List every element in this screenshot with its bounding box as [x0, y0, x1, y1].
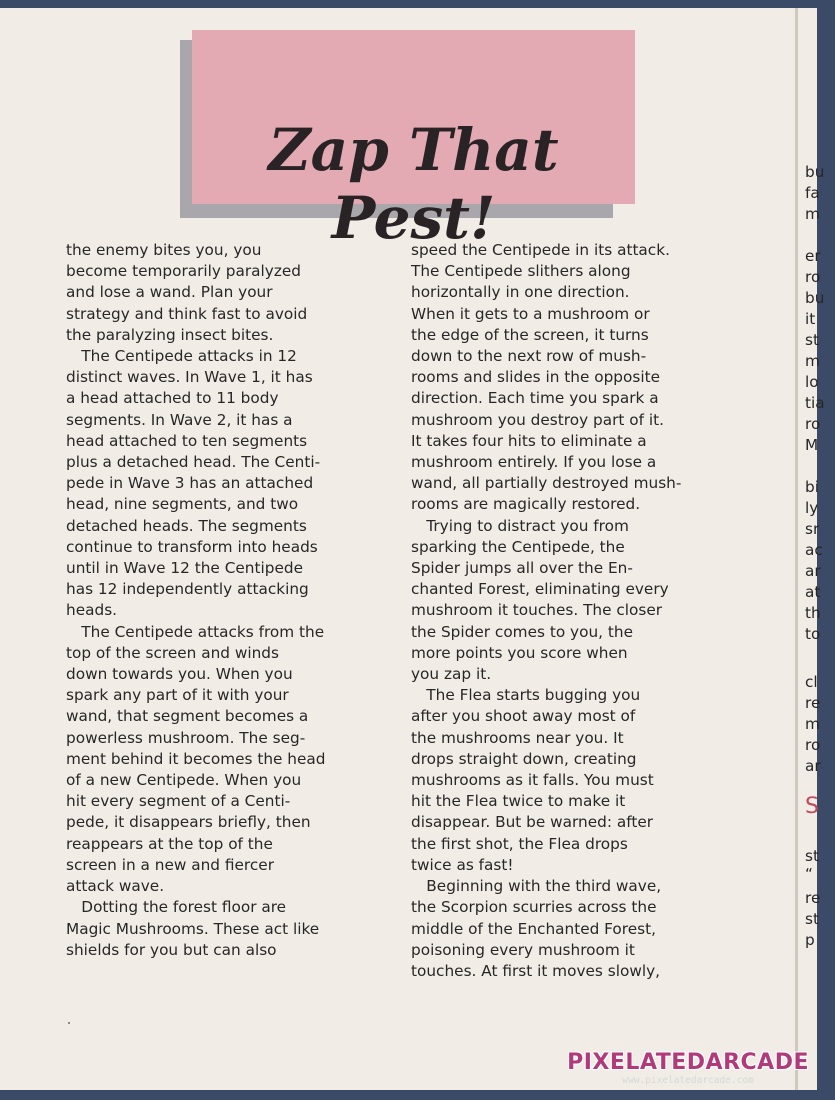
watermark-url: www.pixelatedarcade.com — [622, 1075, 754, 1086]
next-page-text-fragment: st — [805, 331, 819, 349]
next-page-text-fragment: tia — [805, 394, 825, 412]
next-page-text-fragment: m — [805, 352, 820, 370]
next-page-text-fragment: er — [805, 247, 821, 265]
next-page-text-fragment: st — [805, 847, 819, 865]
title-box — [192, 30, 635, 252]
paragraph: the enemy bites you, you become temporarily paralyzed and lose a wand. Plan your strategy and think fast to avoid the paralyzing insect bites. — [66, 241, 308, 344]
next-page-text-fragment: bu — [805, 163, 825, 181]
next-page-text-fragment: S — [805, 794, 819, 819]
next-page-text-fragment: at — [805, 583, 821, 601]
next-page-text-fragment: ro — [805, 736, 821, 754]
next-page-text-fragment: sr — [805, 520, 820, 538]
next-page-text-fragment: ar — [805, 562, 821, 580]
paragraph: The Flea starts bugging you after you shoot away most of the mushrooms near you. It drops straight down, creating mushrooms as it falls. You must hit the Flea twice to make it disappear. But be warned: after the first shot, the Flea drops twice as fast! — [411, 686, 654, 874]
next-page-text-fragment: lo — [805, 373, 819, 391]
paragraph: Dotting the forest floor are Magic Mushrooms. These act like shields for you but can also — [66, 898, 320, 959]
next-page-edge — [798, 8, 825, 1090]
paragraph: Trying to distract you from sparking the Centipede, the Spider jumps all over the En- chanted Forest, eliminating every mushroom it touches. The closer the Spider comes to you, the more points you score when you zap it. — [411, 516, 669, 684]
next-page-text-fragment: bi — [805, 478, 819, 496]
next-page-text-fragment: ro — [805, 415, 821, 433]
watermark-logo: PIXELATEDARCADE — [567, 1050, 809, 1075]
next-page-text-fragment: it — [805, 310, 816, 328]
next-page-text-fragment: “ — [805, 865, 813, 883]
watermark — [567, 1051, 809, 1086]
text-column-left — [66, 240, 366, 961]
next-page-text-fragment: th — [805, 604, 821, 622]
next-page-text-fragment: re — [805, 889, 821, 907]
next-page-text-fragment: p — [805, 931, 815, 949]
text-column-middle — [411, 240, 711, 982]
page-title: Zap That Pest! — [268, 116, 559, 252]
next-page-text-fragment: re — [805, 694, 821, 712]
next-page-text-fragment: fa — [805, 184, 820, 202]
next-page-text-fragment: M — [805, 436, 819, 454]
next-page-text-fragment: ar — [805, 757, 821, 775]
manual-page — [0, 8, 795, 1090]
paragraph: Beginning with the third wave, the Scorpion scurries across the middle of the Enchanted Forest, poisoning every mushroom it touches. At first it moves slowly, — [411, 877, 662, 980]
next-page-text-fragment: cl — [805, 673, 818, 691]
next-page-text-fragment: ro — [805, 268, 821, 286]
page-speck — [68, 1022, 70, 1024]
next-page-text-fragment: ly — [805, 499, 819, 517]
paragraph: The Centipede attacks from the top of the screen and winds down towards you. When you spark any part of it with your wand, that segment becomes a powerless mushroom. The seg- ment behind it becomes the head of a new Centipede. When you hit every segment of a Centi- pede, it disappears briefly, then reappears at the top of the screen in a new and fiercer attack wave. — [66, 622, 326, 896]
next-page-text-fragment: ac — [805, 541, 823, 559]
paragraph: The Centipede attacks in 12 distinct waves. In Wave 1, it has a head attached to 11 body segments. In Wave 2, it has a head attached to ten segments plus a detached head. The Centi- pede in Wave 3 has an attached head, nine segments, and two detached heads. The segments continue to transform into heads until in Wave 12 the Centipede has 12 independently attacking heads. — [66, 347, 321, 620]
next-page-text-fragment: to — [805, 625, 821, 643]
next-page-text-fragment: m — [805, 715, 820, 733]
next-page-text-fragment: st — [805, 910, 819, 928]
next-page-text-fragment: m — [805, 205, 820, 223]
next-page-text-fragment: bu — [805, 289, 825, 307]
paragraph: speed the Centipede in its attack. The Centipede slithers along horizontally in one direction. When it gets to a mushroom or the edge of the screen, it turns down to the next row of mush- rooms and slides in the opposite direction. Each time you spark a mushroom you destroy part of it. It takes four hits to eliminate a mushroom entirely. If you lose a wand, all partially destroyed mush- rooms are magically restored. — [411, 241, 682, 514]
